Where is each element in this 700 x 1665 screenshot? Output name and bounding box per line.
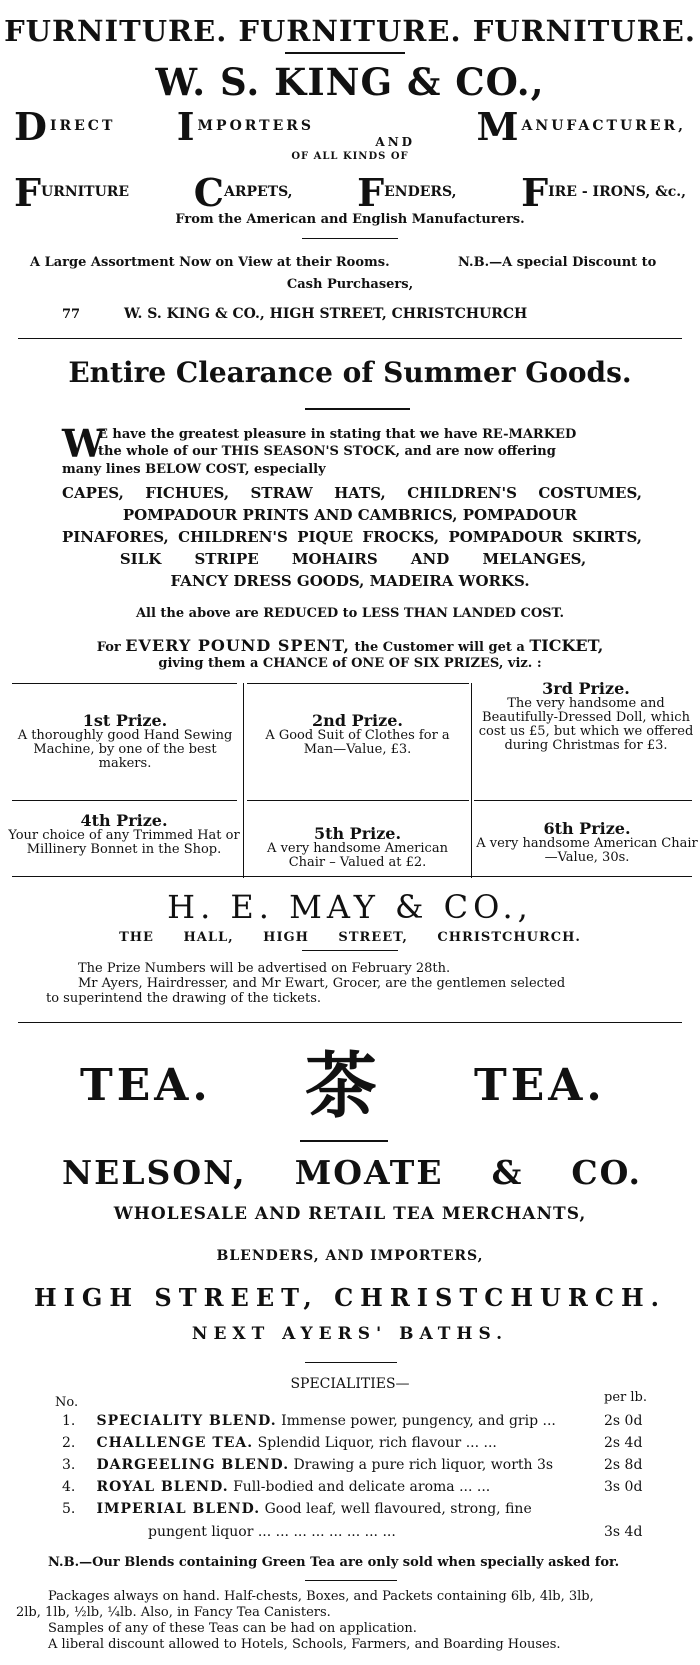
prize-cell xyxy=(6,812,242,857)
may-goods-line: CAPES, FICHUES, STRAW HATS, CHILDREN'S COSTUMES, xyxy=(62,484,642,502)
firm-word: MOATE xyxy=(294,1153,444,1192)
pound-emphasis: EVERY POUND SPENT, xyxy=(125,636,350,655)
grid-line xyxy=(243,683,244,878)
item-number: 4. xyxy=(62,1479,76,1495)
may-pound-line2: giving them a CHANCE of ONE OF SIX PRIZES, viz. : xyxy=(158,656,542,671)
item-price: 3s 4d xyxy=(604,1524,643,1540)
divider xyxy=(305,408,410,410)
item-name: ROYAL BLEND. xyxy=(96,1479,229,1495)
prize-cell xyxy=(476,820,698,865)
pound-text: For xyxy=(96,640,121,655)
divider xyxy=(285,52,405,54)
item-desc: Splendid Liquor, rich flavour ... ... xyxy=(257,1435,497,1451)
grid-line xyxy=(474,800,692,801)
tea-nb: N.B.—Our Blends containing Green Tea are only sold when specially asked for. xyxy=(48,1555,620,1570)
section-divider xyxy=(18,338,682,339)
firm-word: & xyxy=(491,1153,524,1192)
item-continuation: pungent liquor ... ... ... ... ... ... ... ... xyxy=(148,1524,396,1540)
may-intro-line: E have the greatest pleasure in stating that we have RE-MARKED xyxy=(98,427,577,442)
tea-chinese-glyph: 茶 xyxy=(305,1044,378,1128)
prize-desc: A thoroughly good Hand Sewing Machine, by one of the best makers. xyxy=(17,728,233,771)
item-number: 3. xyxy=(62,1457,76,1473)
prize-desc: A Good Suit of Clothes for a Man—Value, £3. xyxy=(265,728,450,757)
trade-word: MANUFACTURER, xyxy=(476,104,686,149)
prize-cell xyxy=(476,680,696,753)
king-from-line: From the American and English Manufacturers. xyxy=(175,212,525,227)
trade-word: DIRECT xyxy=(14,104,116,149)
trade-word: AND xyxy=(375,135,416,149)
firm-word: CO. xyxy=(571,1153,642,1192)
goods-word: FURNITURE xyxy=(14,170,130,215)
prize-title: 6th Prize. xyxy=(543,819,631,838)
may-address: THE HALL, HIGH STREET, CHRISTCHURCH. xyxy=(119,930,581,945)
prize-title: 3rd Prize. xyxy=(542,679,630,698)
king-goods-line xyxy=(14,170,686,215)
prize-title: 1st Prize. xyxy=(82,711,168,730)
goods-word: CARPETS, xyxy=(193,170,293,215)
king-cash: Cash Purchasers, xyxy=(286,277,414,292)
king-address: W. S. KING & CO., HIGH STREET, CHRISTCHURCH xyxy=(124,306,528,322)
list-item xyxy=(62,1435,497,1451)
goods-word: FENDERS, xyxy=(357,170,457,215)
pound-emphasis: TICKET, xyxy=(529,636,604,655)
item-price: 2s 0d xyxy=(604,1413,643,1429)
may-firm-name: H. E. MAY & CO., xyxy=(167,888,533,926)
prize-desc: The very handsome and Beautifully-Dressed Doll, which cost us £5, but which we offered during Christmas for £3. xyxy=(478,696,694,753)
tea-col-no: No. xyxy=(55,1395,79,1410)
prize-title: 4th Prize. xyxy=(80,811,168,830)
item-desc: Full-bodied and delicate aroma ... ... xyxy=(233,1479,491,1495)
grid-line xyxy=(247,683,469,684)
may-goods-line: PINAFORES, CHILDREN'S PIQUE FROCKS, POMPADOUR SKIRTS, xyxy=(62,528,642,546)
tea-firm-line xyxy=(62,1153,642,1192)
tea-word-right: TEA. xyxy=(474,1060,606,1111)
may-note: Mr Ayers, Hairdresser, and Mr Ewart, Grocer, are the gentlemen selected xyxy=(78,976,566,991)
item-name: SPECIALITY BLEND. xyxy=(96,1413,277,1429)
item-number: 1. xyxy=(62,1413,76,1429)
divider xyxy=(302,950,398,951)
list-item xyxy=(62,1501,532,1517)
king-nb: N.B.—A special Discount to xyxy=(458,255,657,270)
grid-line xyxy=(12,876,692,877)
king-banner: FURNITURE. FURNITURE. FURNITURE. xyxy=(4,14,696,48)
may-goods-line: SILK STRIPE MOHAIRS AND MELANGES, xyxy=(119,550,587,568)
may-note: The Prize Numbers will be advertised on February 28th. xyxy=(78,961,451,976)
item-name: CHALLENGE TEA. xyxy=(96,1435,254,1451)
divider xyxy=(305,1362,397,1363)
prize-desc: A very handsome American Chair – Valued at £2. xyxy=(267,841,448,870)
item-name: IMPERIAL BLEND. xyxy=(96,1501,261,1517)
tea-packages: A liberal discount allowed to Hotels, Schools, Farmers, and Boarding Houses. xyxy=(48,1637,561,1652)
may-note: to superintend the drawing of the tickets. xyxy=(46,991,322,1006)
item-price: 2s 4d xyxy=(604,1435,643,1451)
item-price: 3s 0d xyxy=(604,1479,643,1495)
item-desc: Good leaf, well flavoured, strong, fine xyxy=(264,1501,532,1517)
prize-desc: A very handsome American Chair—Value, 30s. xyxy=(476,836,698,865)
tea-col-price: per lb. xyxy=(604,1390,647,1405)
item-number: 5. xyxy=(62,1501,76,1517)
may-goods-line: POMPADOUR PRINTS AND CAMBRICS, POMPADOUR xyxy=(122,506,578,524)
king-trade-line xyxy=(14,104,686,149)
prize-title: 2nd Prize. xyxy=(312,711,403,730)
may-intro-line: many lines BELOW COST, especially xyxy=(62,462,326,477)
prize-cell xyxy=(250,825,465,870)
trade-word: IMPORTERS xyxy=(176,104,314,149)
tea-street: HIGH STREET, CHRISTCHURCH. xyxy=(33,1283,666,1312)
may-reduced: All the above are REDUCED to LESS THAN LANDED COST. xyxy=(135,606,565,621)
pound-text: the Customer will get a xyxy=(354,640,525,655)
prize-desc: Your choice of any Trimmed Hat or Millinery Bonnet in the Shop. xyxy=(8,828,240,857)
firm-word: NELSON, xyxy=(62,1153,247,1192)
divider xyxy=(302,238,398,239)
tea-blenders: BLENDERS, AND IMPORTERS, xyxy=(216,1248,484,1264)
king-of-all-kinds: OF ALL KINDS OF xyxy=(291,151,409,162)
prize-title: 5th Prize. xyxy=(313,824,402,843)
section-divider xyxy=(18,1022,682,1023)
item-desc: Immense power, pungency, and grip ... xyxy=(281,1413,556,1429)
goods-word: FIRE - IRONS, &c., xyxy=(521,170,686,215)
tea-baths: NEXT AYERS' BATHS. xyxy=(191,1324,509,1344)
may-intro-line: the whole of our THIS SEASON'S STOCK, and are now offering xyxy=(98,444,556,459)
king-assortment: A Large Assortment Now on View at their Rooms. xyxy=(30,255,390,270)
item-price: 2s 8d xyxy=(604,1457,643,1473)
tea-packages: Packages always on hand. Half-chests, Boxes, and Packets containing 6lb, 4lb, 3lb, xyxy=(48,1589,594,1604)
tea-merchants: WHOLESALE AND RETAIL TEA MERCHANTS, xyxy=(113,1204,587,1224)
king-number: 77 xyxy=(62,307,81,322)
list-item xyxy=(62,1479,490,1495)
may-pound-line xyxy=(0,636,700,655)
prize-cell xyxy=(250,712,465,757)
tea-word-left: TEA. xyxy=(80,1060,212,1111)
item-desc: Drawing a pure rich liquor, worth 3s xyxy=(293,1457,554,1473)
grid-line xyxy=(12,800,237,801)
tea-specialities-heading: SPECIALITIES— xyxy=(290,1376,410,1392)
may-intro-initial: W xyxy=(62,421,105,466)
grid-line xyxy=(471,683,472,878)
prize-cell xyxy=(10,712,240,771)
list-item xyxy=(62,1413,556,1429)
divider xyxy=(305,1580,397,1581)
tea-packages: Samples of any of these Teas can be had on application. xyxy=(48,1621,417,1636)
grid-line xyxy=(247,800,469,801)
may-goods-line: FANCY DRESS GOODS, MADEIRA WORKS. xyxy=(170,572,530,590)
divider xyxy=(300,1140,388,1142)
may-headline: Entire Clearance of Summer Goods. xyxy=(68,356,632,389)
king-firm-name: W. S. KING & CO., xyxy=(155,60,545,104)
tea-packages: 2lb, 1lb, ½lb, ¼lb. Also, in Fancy Tea Canisters. xyxy=(16,1605,331,1620)
item-name: DARGEELING BLEND. xyxy=(96,1457,290,1473)
grid-line xyxy=(12,683,237,684)
list-item xyxy=(62,1457,553,1473)
item-number: 2. xyxy=(62,1435,76,1451)
